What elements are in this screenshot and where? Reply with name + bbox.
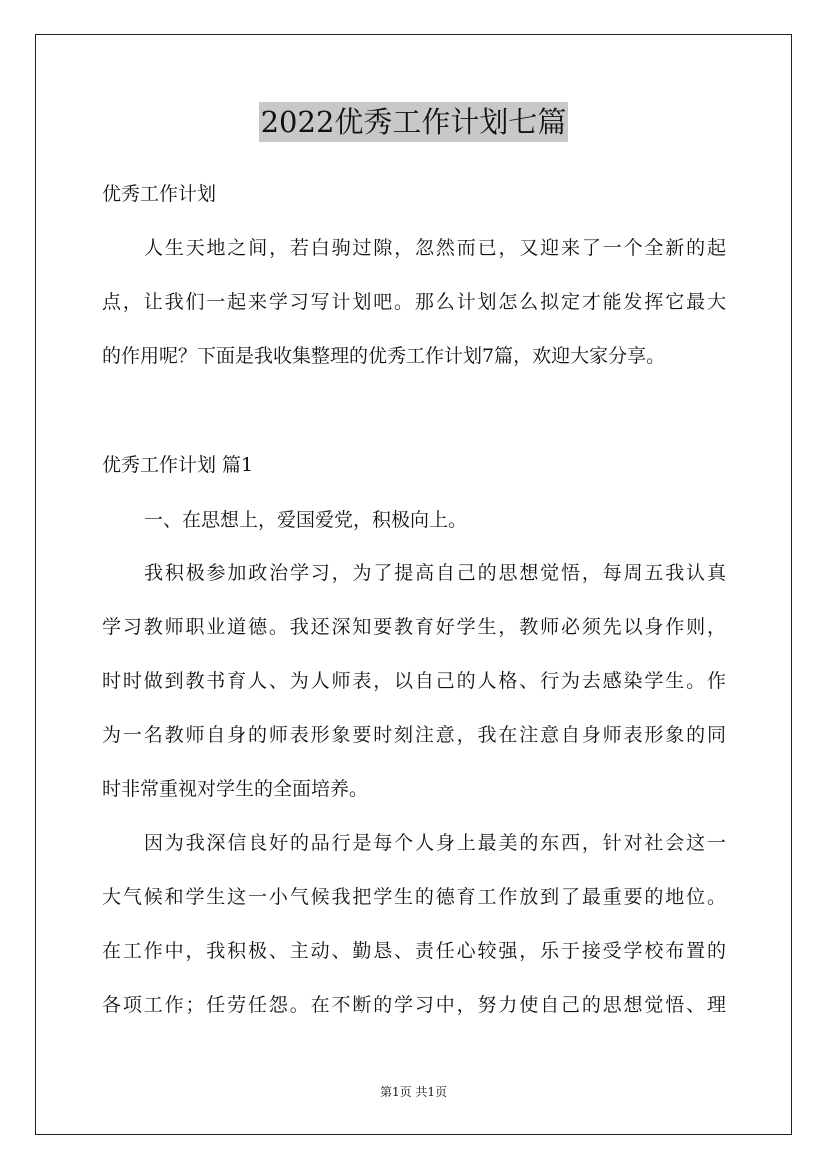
intro-line: 人生天地之间，若白驹过隙，忽然而已，又迎来了一个全新的起	[144, 237, 726, 259]
intro-line: 点，让我们一起来学习写计划吧。那么计划怎么拟定才能发挥它最大	[102, 291, 726, 313]
section-heading-ideology: 一、在思想上，爱国爱党，积极向上。	[144, 509, 468, 531]
heading-plan-part-1: 优秀工作计划 篇1	[102, 454, 254, 476]
paragraph-line: 为一名教师自身的师表形象要时刻注意，我在注意自身师表形象的同	[102, 724, 726, 746]
page-footer: 第1页 共1页	[379, 1085, 448, 1099]
document-title: 2022优秀工作计划七篇	[259, 102, 569, 142]
title-container	[0, 102, 827, 142]
paragraph-line: 因为我深信良好的品行是每个人身上最美的东西，针对社会这一	[144, 832, 726, 854]
heading-excellent-work-plan: 优秀工作计划	[102, 183, 217, 205]
paragraph-line: 我积极参加政治学习，为了提高自己的思想觉悟，每周五我认真	[144, 562, 726, 584]
intro-line: 的作用呢？下面是我收集整理的优秀工作计划7篇，欢迎大家分享。	[102, 345, 666, 367]
paragraph-line: 时非常重视对学生的全面培养。	[102, 778, 369, 800]
paragraph-line: 时时做到教书育人、为人师表，以自己的人格、行为去感染学生。作	[102, 670, 726, 692]
paragraph-line: 在工作中，我积极、主动、勤恳、责任心较强，乐于接受学校布置的	[102, 940, 726, 962]
paragraph-line: 各项工作；任劳任怨。在不断的学习中，努力使自己的思想觉悟、理	[102, 994, 726, 1016]
paragraph-line: 学习教师职业道德。我还深知要教育好学生，教师必须先以身作则，	[102, 616, 726, 638]
paragraph-line: 大气候和学生这一小气候我把学生的德育工作放到了最重要的地位。	[102, 886, 726, 908]
